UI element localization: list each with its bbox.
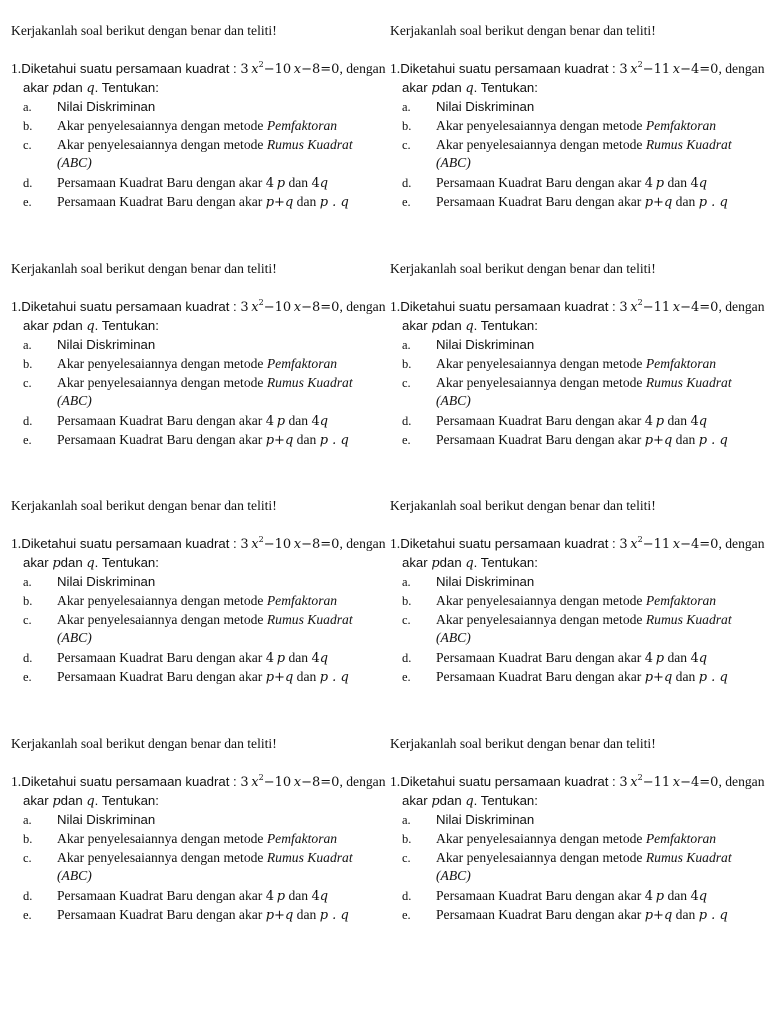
question-number: 1. bbox=[390, 774, 401, 789]
question-line-2: akar pdan q. Tentukan: bbox=[23, 555, 159, 571]
question-suffix: , dengan bbox=[718, 299, 765, 314]
question-line bbox=[390, 535, 765, 554]
question-line bbox=[11, 535, 386, 554]
equation: 3 $x^2-10$ x−8=0 bbox=[240, 60, 340, 77]
question-intro: Diketahui suatu persamaan kuadrat : bbox=[21, 299, 241, 314]
equation: 3 $x^2-10$ x−8=0 bbox=[240, 298, 340, 315]
question-line-2: akar pdan q. Tentukan: bbox=[23, 80, 159, 96]
equation: 3 $x^2-11$ x−4=0 bbox=[619, 298, 719, 315]
question-line bbox=[390, 60, 765, 79]
exercise-block-right: Kerjakanlah soal berikut dengan benar dan teliti! 1.Diketahui suatu persamaan kuadrat : 3 $x^2-11$ x−4=0, dengan akar pdan q. Tentukan: a. Nilai Diskriminan b. Akar penyelesaiannya dengan metode Pemfaktoran c. Akar penyelesaiannya dengan metode Rumus Kuadrat (ABC) d. Persamaan Kuadrat Baru dengan akar 4 p dan 4q e. Persamaan Kuadrat Baru dengan akar p+q dan p . q bbox=[390, 23, 765, 210]
equation: 3 $x^2-11$ x−4=0 bbox=[619, 773, 719, 790]
exercise-block-left: Kerjakanlah soal berikut dengan benar dan teliti! 1.Diketahui suatu persamaan kuadrat : 3 $x^2-10$ x−8=0, dengan akar pdan q. Tentukan: a. Nilai Diskriminan b. Akar penyelesaiannya dengan metode Pemfaktoran c. Akar penyelesaiannya dengan metode Rumus Kuadrat (ABC) d. Persamaan Kuadrat Baru dengan akar 4 p dan 4q e. Persamaan Kuadrat Baru dengan akar p+q dan p . q bbox=[11, 23, 386, 210]
question-number: 1. bbox=[11, 774, 22, 789]
question-line bbox=[11, 298, 386, 317]
instruction-text: Kerjakanlah soal berikut dengan benar dan teliti! bbox=[390, 736, 656, 751]
instruction-text: Kerjakanlah soal berikut dengan benar dan teliti! bbox=[390, 23, 656, 38]
question-intro: Diketahui suatu persamaan kuadrat : bbox=[21, 774, 241, 789]
question-number: 1. bbox=[390, 61, 401, 76]
question-suffix: , dengan bbox=[718, 536, 765, 551]
equation: 3 $x^2-10$ x−8=0 bbox=[240, 773, 340, 790]
question-number: 1. bbox=[11, 536, 22, 551]
question-suffix: , dengan bbox=[339, 61, 386, 76]
exercise-block-left: Kerjakanlah soal berikut dengan benar dan teliti! 1.Diketahui suatu persamaan kuadrat : 3 $x^2-10$ x−8=0, dengan akar pdan q. Tentukan: a. Nilai Diskriminan b. Akar penyelesaiannya dengan metode Pemfaktoran c. Akar penyelesaiannya dengan metode Rumus Kuadrat (ABC) d. Persamaan Kuadrat Baru dengan akar 4 p dan 4q e. Persamaan Kuadrat Baru dengan akar p+q dan p . q bbox=[11, 736, 386, 923]
question-line bbox=[11, 60, 386, 79]
instruction-text: Kerjakanlah soal berikut dengan benar dan teliti! bbox=[11, 261, 277, 276]
question-intro: Diketahui suatu persamaan kuadrat : bbox=[400, 774, 620, 789]
question-suffix: , dengan bbox=[718, 61, 765, 76]
question-line-2: akar pdan q. Tentukan: bbox=[402, 80, 538, 96]
question-suffix: , dengan bbox=[718, 774, 765, 789]
equation: 3 $x^2-11$ x−4=0 bbox=[619, 535, 719, 552]
question-line-2: akar pdan q. Tentukan: bbox=[402, 555, 538, 571]
question-suffix: , dengan bbox=[339, 299, 386, 314]
question-intro: Diketahui suatu persamaan kuadrat : bbox=[400, 536, 620, 551]
instruction-text: Kerjakanlah soal berikut dengan benar dan teliti! bbox=[11, 736, 277, 751]
question-line-2: akar pdan q. Tentukan: bbox=[23, 318, 159, 334]
question-intro: Diketahui suatu persamaan kuadrat : bbox=[21, 536, 241, 551]
question-line bbox=[390, 773, 765, 792]
question-line-2: akar pdan q. Tentukan: bbox=[402, 318, 538, 334]
exercise-block-left: Kerjakanlah soal berikut dengan benar dan teliti! 1.Diketahui suatu persamaan kuadrat : 3 $x^2-10$ x−8=0, dengan akar pdan q. Tentukan: a. Nilai Diskriminan b. Akar penyelesaiannya dengan metode Pemfaktoran c. Akar penyelesaiannya dengan metode Rumus Kuadrat (ABC) d. Persamaan Kuadrat Baru dengan akar 4 p dan 4q e. Persamaan Kuadrat Baru dengan akar p+q dan p . q bbox=[11, 498, 386, 685]
question-suffix: , dengan bbox=[339, 774, 386, 789]
instruction-text: Kerjakanlah soal berikut dengan benar dan teliti! bbox=[11, 498, 277, 513]
equation: 3 $x^2-11$ x−4=0 bbox=[619, 60, 719, 77]
question-line bbox=[390, 298, 765, 317]
instruction-text: Kerjakanlah soal berikut dengan benar dan teliti! bbox=[390, 498, 656, 513]
question-intro: Diketahui suatu persamaan kuadrat : bbox=[400, 299, 620, 314]
question-number: 1. bbox=[390, 299, 401, 314]
exercise-block-right: Kerjakanlah soal berikut dengan benar dan teliti! 1.Diketahui suatu persamaan kuadrat : 3 $x^2-11$ x−4=0, dengan akar pdan q. Tentukan: a. Nilai Diskriminan b. Akar penyelesaiannya dengan metode Pemfaktoran c. Akar penyelesaiannya dengan metode Rumus Kuadrat (ABC) d. Persamaan Kuadrat Baru dengan akar 4 p dan 4q e. Persamaan Kuadrat Baru dengan akar p+q dan p . q bbox=[390, 261, 765, 448]
question-intro: Diketahui suatu persamaan kuadrat : bbox=[21, 61, 241, 76]
equation: 3 $x^2-10$ x−8=0 bbox=[240, 535, 340, 552]
question-suffix: , dengan bbox=[339, 536, 386, 551]
question-number: 1. bbox=[11, 299, 22, 314]
question-line-2: akar pdan q. Tentukan: bbox=[23, 793, 159, 809]
exercise-block-left: Kerjakanlah soal berikut dengan benar dan teliti! 1.Diketahui suatu persamaan kuadrat : 3 $x^2-10$ x−8=0, dengan akar pdan q. Tentukan: a. Nilai Diskriminan b. Akar penyelesaiannya dengan metode Pemfaktoran c. Akar penyelesaiannya dengan metode Rumus Kuadrat (ABC) d. Persamaan Kuadrat Baru dengan akar 4 p dan 4q e. Persamaan Kuadrat Baru dengan akar p+q dan p . q bbox=[11, 261, 386, 448]
question-line bbox=[11, 773, 386, 792]
question-number: 1. bbox=[11, 61, 22, 76]
question-number: 1. bbox=[390, 536, 401, 551]
question-line-2: akar pdan q. Tentukan: bbox=[402, 793, 538, 809]
instruction-text: Kerjakanlah soal berikut dengan benar dan teliti! bbox=[390, 261, 656, 276]
question-intro: Diketahui suatu persamaan kuadrat : bbox=[400, 61, 620, 76]
instruction-text: Kerjakanlah soal berikut dengan benar dan teliti! bbox=[11, 23, 277, 38]
exercise-block-right: Kerjakanlah soal berikut dengan benar dan teliti! 1.Diketahui suatu persamaan kuadrat : 3 $x^2-11$ x−4=0, dengan akar pdan q. Tentukan: a. Nilai Diskriminan b. Akar penyelesaiannya dengan metode Pemfaktoran c. Akar penyelesaiannya dengan metode Rumus Kuadrat (ABC) d. Persamaan Kuadrat Baru dengan akar 4 p dan 4q e. Persamaan Kuadrat Baru dengan akar p+q dan p . q bbox=[390, 498, 765, 685]
exercise-block-right: Kerjakanlah soal berikut dengan benar dan teliti! 1.Diketahui suatu persamaan kuadrat : 3 $x^2-11$ x−4=0, dengan akar pdan q. Tentukan: a. Nilai Diskriminan b. Akar penyelesaiannya dengan metode Pemfaktoran c. Akar penyelesaiannya dengan metode Rumus Kuadrat (ABC) d. Persamaan Kuadrat Baru dengan akar 4 p dan 4q e. Persamaan Kuadrat Baru dengan akar p+q dan p . q bbox=[390, 736, 765, 923]
